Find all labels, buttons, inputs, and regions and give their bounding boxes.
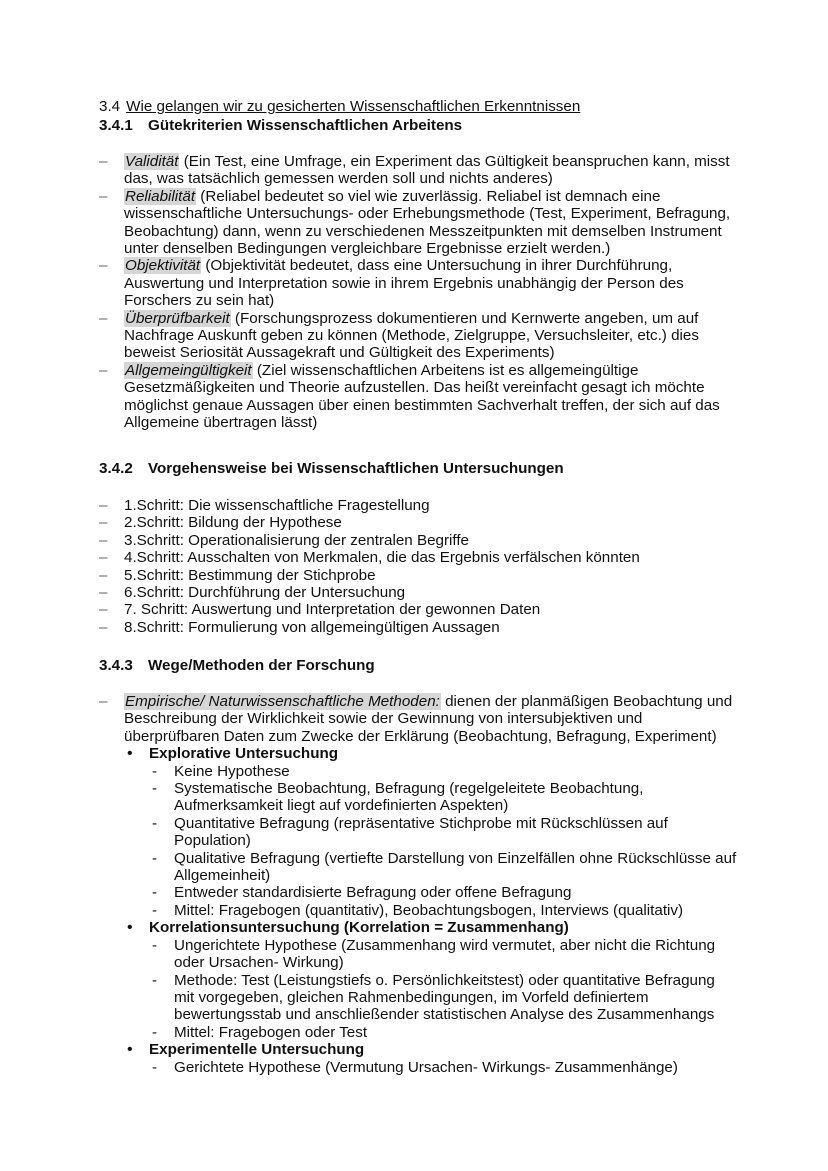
criterion-term: Objektivität	[125, 257, 201, 275]
criterion-item	[99, 362, 739, 432]
criteria-list	[99, 153, 739, 432]
method-term: Empirische/ Naturwissenschaftliche Methoden:	[125, 693, 440, 710]
study-point: - Qualitative Befragung (vertiefte Darstellung von Einzelfällen ohne Rückschlüsse auf Allgemeinheit)	[149, 850, 739, 885]
study-type-item	[124, 919, 739, 1041]
study-point: - Entweder standardisierte Befragung oder offene Befragung	[149, 884, 739, 901]
criterion-item	[99, 153, 739, 188]
criterion-text: (Reliabel bedeutet so viel wie zuverlässig. Reliabel ist demnach eine wissenschaftliche Untersuchungs- oder Erhebungsmethode (Test, Experiment, Befragung, Beobachtung) dann, wenn zu verschiedenen Messzeitpunkten mit demselben Instrument unter denselben Bedingungen vergleichbare Ergebnisse erzielt werden.)	[124, 187, 731, 258]
study-type-points	[149, 1059, 739, 1076]
step-item: – 6.Schritt: Durchführung der Untersuchung	[99, 584, 739, 601]
step-item: – 5.Schritt: Bestimmung der Stichprobe	[99, 567, 739, 584]
subsection-title: Wege/Methoden der Forschung	[148, 657, 375, 674]
step-item: – 7. Schritt: Auswertung und Interpretation der gewonnen Daten	[99, 601, 739, 618]
step-item: – 4.Schritt: Ausschalten von Merkmalen, die das Ergebnis verfälschen könnten	[99, 549, 739, 566]
criterion-text: (Forschungsprozess dokumentieren und Kernwerte angeben, um auf Nachfrage Auskunft geben zu können (Methode, Zielgruppe, Versuchsleiter, etc.) dies beweist Seriosität Aussagekraft und Gültigkeit des Experiments)	[124, 309, 699, 362]
study-type-title: Experimentelle Untersuchung	[149, 1041, 365, 1059]
study-type-title: Explorative Untersuchung	[149, 745, 339, 763]
criterion-term: Überprüfbarkeit	[125, 309, 230, 327]
subsection-number: 3.4.3	[99, 657, 133, 674]
steps-list	[99, 497, 739, 636]
subsection-title: Gütekriterien Wissenschaftlichen Arbeitens	[148, 117, 463, 134]
study-type-item	[124, 1041, 739, 1076]
study-point: - Methode: Test (Leistungstiefs o. Persönlichkeitstest) oder quantitative Befragung mit vorgegeben, gleichen Rahmenbedingungen, im Vorfeld definiertem bewertungsstab und anschließender statistischen Analyse des Zusammenhangs	[149, 972, 739, 1024]
study-point: - Ungerichtete Hypothese (Zusammenhang wird vermutet, aber nicht die Richtung oder Ursachen- Wirkung)	[149, 937, 739, 972]
study-point: - Mittel: Fragebogen (quantitativ), Beobachtungsbogen, Interviews (qualitativ)	[149, 902, 739, 919]
subsection-heading-3	[99, 657, 375, 674]
criterion-item	[99, 257, 739, 309]
step-item: – 1.Schritt: Die wissenschaftliche Fragestellung	[99, 497, 739, 514]
method-item	[99, 693, 739, 1076]
study-type-list	[124, 745, 739, 1076]
study-type-points	[149, 763, 739, 920]
criterion-text: (Objektivität bedeutet, dass eine Untersuchung in ihrer Durchführung, Auswertung und Interpretation sowie in ihrem Ergebnis unabhängig der Person des Forschers zu sein hat)	[124, 257, 684, 310]
step-item: – 3.Schritt: Operationalisierung der zentralen Begriffe	[99, 532, 739, 549]
methods-list	[99, 693, 739, 1076]
criterion-term: Reliabilität	[125, 187, 196, 205]
criterion-item	[99, 310, 739, 362]
study-type-points	[149, 937, 739, 1041]
study-point: - Keine Hypothese	[149, 763, 739, 780]
study-type-title: Korrelationsuntersuchung (Korrelation = Zusammenhang)	[149, 919, 569, 937]
study-type-item	[124, 745, 739, 919]
section-number: 3.4	[99, 98, 121, 115]
criterion-item	[99, 188, 739, 258]
section-heading	[99, 98, 580, 115]
subsection-heading-2	[99, 460, 564, 477]
section-title: Wie gelangen wir zu gesicherten Wissenschaftlichen Erkenntnissen	[126, 98, 581, 115]
method-text: dienen der planmäßigen Beobachtung und Beschreibung der Wirklichkeit sowie der Gewinnung von intersubjektiven und überprüfbaren Daten zum Zwecke der Erklärung (Beobachtung, Befragung, Experiment)	[124, 693, 733, 745]
subsection-number: 3.4.2	[99, 460, 133, 477]
step-item: – 2.Schritt: Bildung der Hypothese	[99, 514, 739, 531]
subsection-number: 3.4.1	[99, 117, 133, 134]
step-item: – 8.Schritt: Formulierung von allgemeingültigen Aussagen	[99, 619, 739, 636]
criterion-term: Validität	[125, 153, 179, 170]
subsection-title: Vorgehensweise bei Wissenschaftlichen Untersuchungen	[148, 460, 564, 477]
study-point: - Gerichtete Hypothese (Vermutung Ursachen- Wirkungs- Zusammenhänge)	[149, 1059, 739, 1076]
criterion-term: Allgemeingültigkeit	[125, 361, 252, 379]
criterion-text: (Ziel wissenschaftlichen Arbeitens ist es allgemeingültige Gesetzmäßigkeiten und Theorie aufzustellen. Das heißt vereinfacht gesagt ich möchte möglichst genaue Aussagen über einen bestimmten Sachverhalt treffen, der sich auf das Allgemeine übertragen lässt)	[124, 361, 720, 432]
criterion-text: (Ein Test, eine Umfrage, ein Experiment das Gültigkeit beanspruchen kann, misst das, was tatsächlich gemessen werden soll und nichts anderes)	[124, 153, 730, 188]
study-point: - Mittel: Fragebogen oder Test	[149, 1024, 739, 1041]
subsection-heading-1	[99, 117, 462, 134]
study-point: - Quantitative Befragung (repräsentative Stichprobe mit Rückschlüssen auf Population)	[149, 815, 739, 850]
study-point: - Systematische Beobachtung, Befragung (regelgeleitete Beobachtung, Aufmerksamkeit liegt auf vordefinierten Aspekten)	[149, 780, 739, 815]
